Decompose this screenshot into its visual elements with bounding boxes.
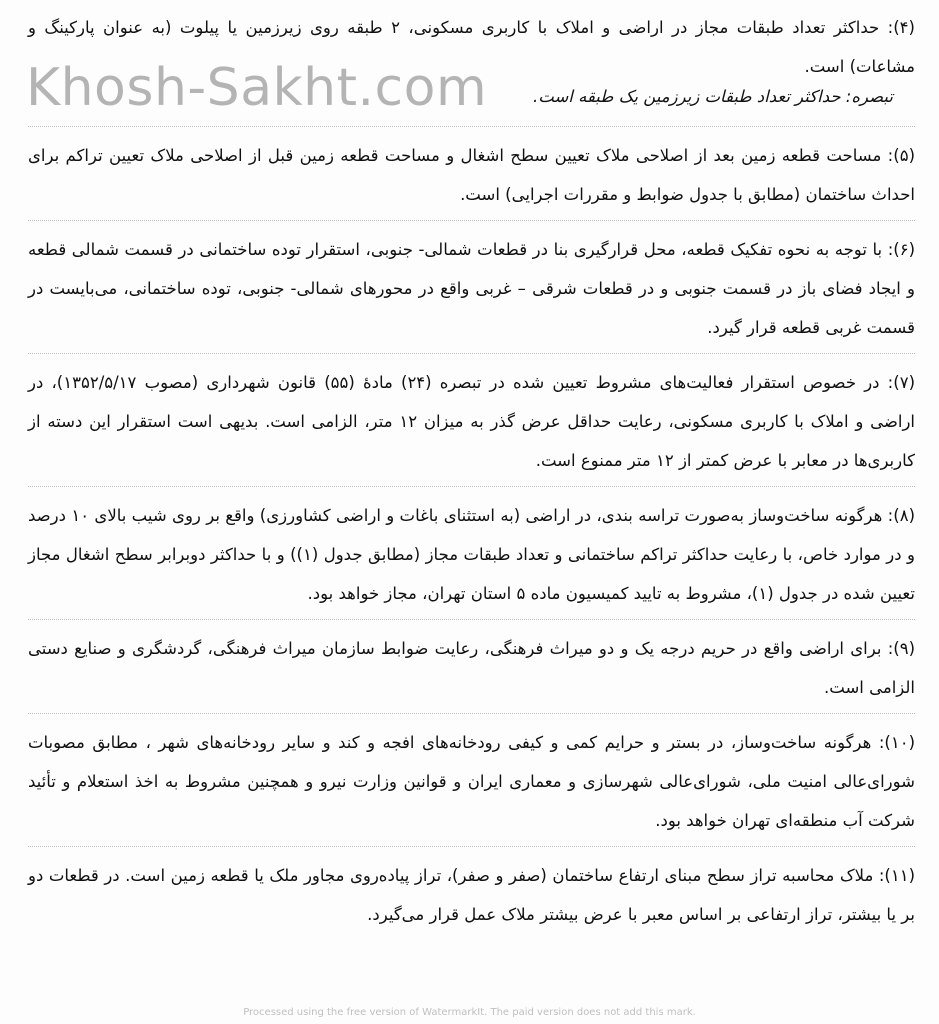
clause-8: (۸): هرگونه ساخت‌وساز به‌صورت تراسه بندی، در اراضی (به استثنای باغات و اراضی کشاورزی) واقع بر روی شیب بالای ۱۰ درصد و در موارد خاص، با رعایت حداکثر تراکم ساختمانی و تعداد طبقات مجاز (مطابق جدول (۱)) و با حداکثر دوبرابر سطح اشغال مجاز تعیین شده در جدول (۱)، مشروط به تایید کمیسیون ماده ۵ استان تهران، مجاز خواهد بود. [28, 496, 915, 620]
clause-11: (۱۱): ملاک محاسبه تراز سطح مبنای ارتفاع ساختمان (صفر و صفر)، تراز پیاده‌روی مجاور ملک یا قطعه زمین است. در قطعات دو بر یا بیشتر، تراز ارتفاعی بر اساس معبر با عرض بیشتر ملاک عمل قرار می‌گیرد. [28, 866, 915, 924]
processing-stamp: Processed using the free version of WatermarkIt. The paid version does not add this mark. [243, 1007, 696, 1018]
clause-5: (۵): مساحت قطعه زمین بعد از اصلاحی ملاک تعیین سطح اشغال و مساحت قطعه زمین قبل از اصلاحی ملاک تعیین تراکم برای احداث ساختمان (مطابق با جدول ضوابط و مقررات اجرایی) است. [28, 136, 915, 221]
clause-7: (۷): در خصوص استقرار فعالیت‌های مشروط تعیین شده در تبصره (۲۴) مادهٔ (۵۵) قانون شهرداری (مصوب ۱۳۵۲/۵/۱۷)، در اراضی و املاک با کاربری مسکونی، رعایت حداقل عرض گذر به میزان ۱۲ متر، الزامی است. بدیهی است استقرار این دسته از کاربری‌ها در معابر با عرض کمتر از ۱۲ متر ممنوع است. [28, 363, 915, 487]
clause-6: (۶): با توجه به نحوه تفکیک قطعه، محل قرارگیری بنا در قطعات شمالی- جنوبی، استقرار توده ساختمانی در قسمت شمالی قطعه و ایجاد فضای باز در قسمت جنوبی و در قطعات شرقی – غربی واقع در محورهای شمالی- جنوبی، توده ساختمانی، می‌بایست در قسمت غربی قطعه قرار گیرد. [28, 230, 915, 354]
clause-4-text: (۴): حداکثر تعداد طبقات مجاز در اراضی و املاک با کاربری مسکونی، ۲ طبقه روی زیرزمین یا پیلوت (به عنوان پارکینگ و مشاعات) است. [28, 18, 915, 76]
regulation-text [28, 8, 915, 949]
clause-9: (۹): برای اراضی واقع در حریم درجه یک و دو میراث فرهنگی، رعایت ضوابط سازمان میراث فرهنگی، گردشگری و صنایع دستی الزامی است. [28, 629, 915, 714]
clause-4-note: تبصره: حداکثر تعداد طبقات زیرزمین یک طبقه است. [533, 87, 893, 106]
clause-4 [28, 8, 915, 127]
clause-10: (۱۰): هرگونه ساخت‌وساز، در بستر و حرایم کمی و کیفی رودخانه‌های افجه و کند و سایر رودخانه‌های شهر ، مطابق مصوبات شورای‌عالی امنیت ملی، شورای‌عالی شهرسازی و معماری ایران و قوانین وزارت نیرو و همچنین مشروط به اخذ استعلام و تأئید شرکت آب منطقه‌ای تهران خواهد بود. [28, 723, 915, 847]
site-watermark: Khosh-Sakht.com [26, 58, 488, 118]
